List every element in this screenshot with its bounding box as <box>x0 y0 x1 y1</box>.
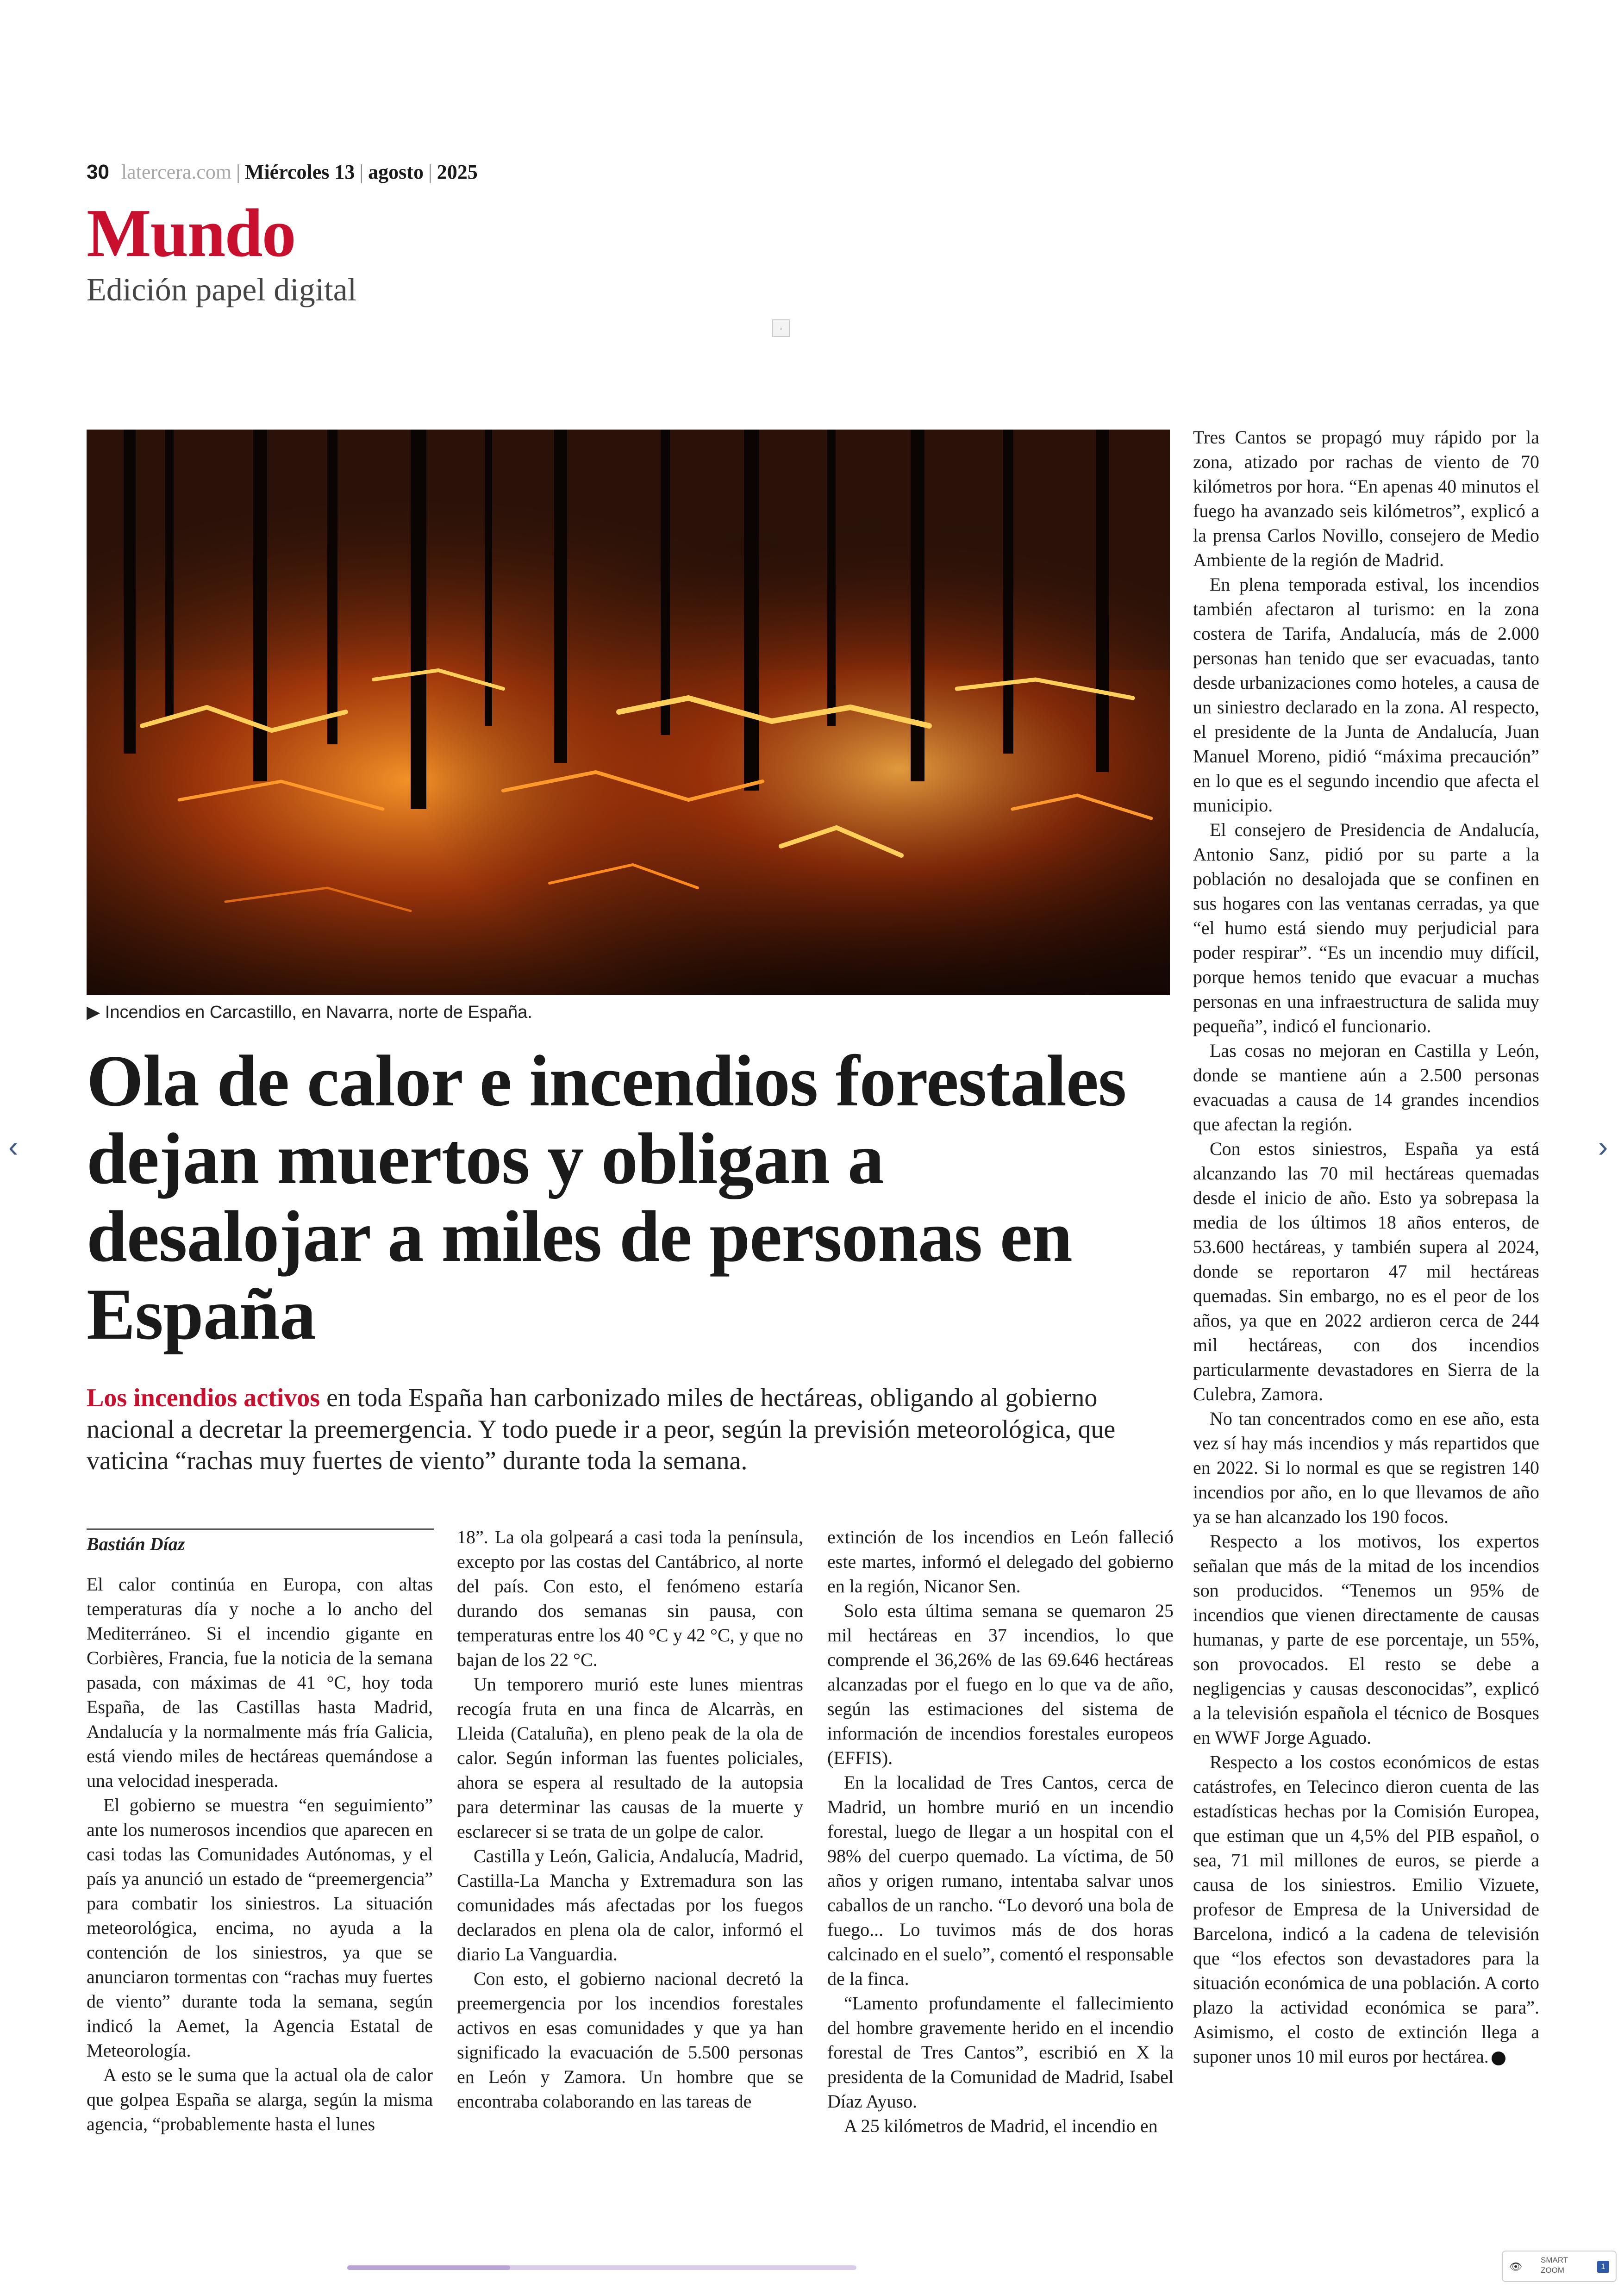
photo-caption: ▶ Incendios en Carcastillo, en Navarra, norte de España. <box>87 1003 532 1022</box>
paragraph: extinción de los incendios en León falleció este martes, informó el delegado del gobierno en la región, Nicanor Sen. <box>827 1527 1174 1597</box>
paragraph: “Lamento profundamente el fallecimiento del hombre gravemente herido en el incendio forestal de Tres Cantos”, escribió en X la presidenta de la Comunidad de Madrid, Isabel Díaz Ayuso. <box>827 1993 1174 2112</box>
paragraph: Tres Cantos se propagó muy rápido por la zona, atizado por rachas de viento de 70 kilómetros por hora. “En apenas 40 minutos el fuego ha avanzado seis kilómetros”, explicó a la prensa Carlos Novillo, consejero de Medio Ambiente de la región de Madrid. <box>1193 427 1539 570</box>
paragraph-text: Respecto a los costos económicos de estas catástrofes, en Telecinco dieron cuenta de las estadísticas hechas por la Comisión Europea, que estiman que un 4,5% del PIB español, o sea, 71 mil millones de euros, se pierde a causa de los siniestros. Emilio Vizuete, profesor de Empresa de la Universidad de Barcelona, indicó a la cadena de televisión que “los efectos son devastadores para la situación económica de una población. A corto plazo la actividad económica se para”. Asimismo, el costo de extinción llega a suponer unos 10 mil euros por hectárea. <box>1193 1752 1539 2067</box>
paragraph: Solo esta última semana se quemaron 25 mil hectáreas en 37 incendios, lo que comprende el 36,26% de las 69.646 hectáreas alcanzadas por el fuego en lo que va de año, según las estimaciones del sistema de información de incendios forestales europeos (EFFIS). <box>827 1600 1174 1768</box>
header-month: agosto <box>368 161 424 183</box>
paragraph: No tan concentrados como en ese año, esta vez sí hay más incendios y más repartidos que en 2022. Si lo normal es que se registren 140 incendios por año, en lo que llevamos de año ya se han alcanzado los 190 focos. <box>1193 1408 1539 1527</box>
lead-text: en toda España han carbonizado miles de hectáreas, obligando al gobierno nacional a decretar la preemergencia. Y todo puede ir a peor, según la previsión meteorológica, que vaticina “rachas muy fuertes de viento” durante toda la semana. <box>87 1384 1116 1475</box>
paragraph: Respecto a los motivos, los expertos señalan que más de la mitad de los incendios son producidos. “Tenemos un 95% de incendios que vienen directamente de causas humanas, y parte de ese porcentaje, un 55%, son provocados. El resto se debe a negligencias y causas desconocidas”, explicó a la televisión española el técnico de Bosques en WWF Jorge Aguado. <box>1193 1531 1539 1748</box>
paragraph: El consejero de Presidencia de Andalucía, Antonio Sanz, pidió por su parte a la población no desalojada que se confinen en sus hogares con las ventanas cerradas, ya que “el humo está siendo muy perjudicial para poder respirar”. “Es un incendio muy difícil, porque hemos tenido que evacuar a muchas personas en una infraestructura de salida muy pequeña”, indicó el funcionario. <box>1193 819 1539 1036</box>
paragraph: El calor continúa en Europa, con altas temperaturas día y noche a lo ancho del Mediterráneo. Si el incendio gigante en Corbières, Francia, fue la noticia de la semana pasada, con máximas de 41 °C, hoy toda España, de las Castillas hasta Madrid, Andalucía y la normalmente más fría Galicia, está viendo miles de hectáreas quemándose a una velocidad inesperada. <box>87 1574 433 1791</box>
header-weekday: Miércoles 13 <box>244 161 355 183</box>
smart-zoom-count: 1 <box>1597 2261 1609 2273</box>
section-title: Mundo <box>87 195 295 271</box>
chevron-right-icon: › <box>1598 1130 1608 1163</box>
paragraph: Con esto, el gobierno nacional decretó la preemergencia por los incendios forestales activos en esas comunidades y que ya han significado la evacuación de 5.500 personas en León y Zamora. Un hombre que se encontraba colaborando en las tareas de <box>457 1968 803 2112</box>
lead-highlight: Los incendios activos <box>87 1384 320 1412</box>
thumbnail-marker-icon: ▫ <box>772 319 790 337</box>
progress-fill <box>347 2265 510 2270</box>
paragraph: 18”. La ola golpeará a casi toda la península, excepto por las costas del Cantábrico, al norte del país. Con esto, el fenómeno estaría durando dos semanas sin pausa, con temperaturas entre los 40 °C y 42 °C, y que no bajan de los 22 °C. <box>457 1527 803 1670</box>
paragraph: Castilla y León, Galicia, Andalucía, Madrid, Castilla-La Mancha y Extremadura son las comunidades más afectadas por los fuegos declarados en plena ola de calor, informó el diario La Vanguardia. <box>457 1846 803 1964</box>
paragraph: En la localidad de Tres Cantos, cerca de Madrid, un hombre murió en un incendio forestal, luego de llegar a un hospital con el 98% del cuerpo quemado. La víctima, de 50 años y origen rumano, intentaba salvar unos caballos de un rancho. “Lo devoró una bola de fuego... Lo tuvimos más de dos horas calcinado en el suelo”, comentó el responsable de la finca. <box>827 1772 1174 1989</box>
article-lead <box>87 1382 1165 1477</box>
paragraph-last <box>1193 1750 1539 2069</box>
paragraph: El gobierno se muestra “en seguimiento” ante los numerosos incendios que aparecen en casi todas las Comunidades Autónomas, y el país ya anunció un estado de “preemergencia” para combatir los siniestros. La situación meteorológica, encima, no ayuda a la contención de los siniestros, ya que se anunciaron tormentas con “rachas muy fuertes de viento” durante toda la semana, según indicó la Aemet, la Agencia Estatal de Meteorología. <box>87 1795 433 2061</box>
paragraph: Las cosas no mejoran en Castilla y León, donde se mantiene aún a 2.500 personas evacuadas a causa de 14 grandes incendios que afectan la región. <box>1193 1040 1539 1135</box>
forest-fire-illustration <box>87 430 1170 995</box>
article-column-4 <box>1193 425 1539 2069</box>
header-year: 2025 <box>437 161 478 183</box>
article-column-1 <box>87 1572 433 2136</box>
chevron-left-icon: ‹ <box>8 1130 19 1163</box>
paragraph: Un temporero murió este lunes mientras recogía fruta en una finca de Alcarràs, en Lleida (Cataluña), en pleno peak de la ola de calor. Según informan las fuentes policiales, ahora se espera al resultado de la autopsia para determinar las causas de la muerte y esclarecer si se trata de un golpe de calor. <box>457 1674 803 1842</box>
page-header: 30 latercera.com | Miércoles 13 | agosto | 2025 <box>87 161 478 183</box>
paragraph: Con estos siniestros, España ya está alcanzando las 70 mil hectáreas quemadas desde el inicio de año. Esto ya sobrepasa la media de los últimos 18 años enteros, de 53.600 hectáreas, y también supera al 2024, donde se reportaron 47 mil hectáreas quemadas. Sin embargo, no es el peor de los años, ya que en 2022 ardieron cerca de 244 mil hectáreas, con dos incendios particularmente devastadores en Sierra de la Culebra, Zamora. <box>1193 1138 1539 1404</box>
paragraph: A 25 kilómetros de Madrid, el incendio en <box>844 2115 1158 2136</box>
prev-page-button[interactable] <box>8 1129 18 1164</box>
next-page-button[interactable] <box>1598 1129 1608 1164</box>
paragraph: En plena temporada estival, los incendios también afectaron al turismo: en la zona costera de Tarifa, Andalucía, más de 2.000 personas han tenido que ser evacuadas, tanto desde urbanizaciones como hoteles, a causa de un siniestro declarado en la zona. Al respecto, el presidente de la Junta de Andalucía, Juan Manuel Moreno, pidió “máxima precaución” en lo que es el segundo incendio que afecta el municipio. <box>1193 574 1539 816</box>
smart-zoom-label: SMART ZOOM <box>1541 2256 1568 2275</box>
smart-zoom-button[interactable] <box>1502 2251 1617 2282</box>
page-scroll-progress[interactable] <box>347 2265 856 2270</box>
page-number: 30 <box>87 161 109 183</box>
edition-label: Edición papel digital <box>87 272 357 308</box>
wildfire-photo <box>87 430 1170 995</box>
article-column-2 <box>457 1525 803 2114</box>
site-name: latercera.com <box>121 161 232 183</box>
eye-icon: 👁 <box>1509 2261 1522 2272</box>
end-mark-icon <box>1492 2052 1505 2065</box>
article-column-3 <box>827 1525 1174 2138</box>
article-headline: Ola de calor e incendios forestales dejan muertos y obligan a desalojar a miles de personas en España <box>87 1041 1126 1355</box>
byline-rule <box>87 1528 434 1530</box>
paragraph: A esto se le suma que la actual ola de calor que golpea España se alarga, según la misma agencia, “probablemente hasta el lunes <box>87 2064 433 2134</box>
byline: Bastián Díaz <box>87 1534 185 1554</box>
